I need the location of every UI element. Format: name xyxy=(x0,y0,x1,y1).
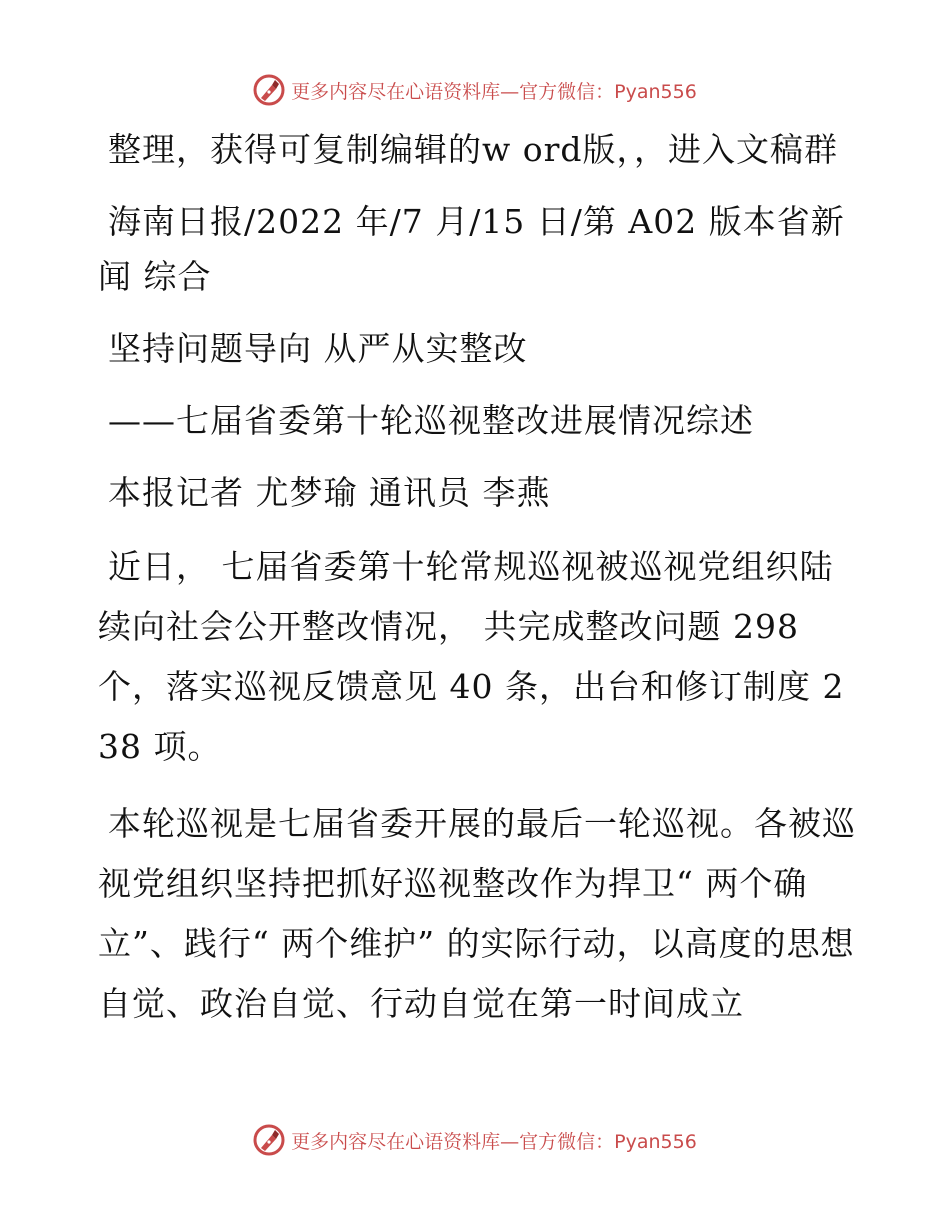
article-subtitle: ——七届省委第十轮巡视整改进展情况综述 xyxy=(108,401,754,440)
footer-watermark xyxy=(0,1120,950,1160)
intro-note: 整理，获得可复制编辑的w ord版，，进入文稿群 xyxy=(108,130,839,169)
header-watermark xyxy=(0,70,950,110)
document-body xyxy=(98,122,858,1051)
pen-nib-logo-icon xyxy=(253,74,285,106)
pen-nib-logo-icon xyxy=(253,1124,285,1156)
watermark-wechat-id: Pyan556 xyxy=(614,1130,697,1153)
watermark-wechat-id: Pyan556 xyxy=(614,80,697,103)
watermark-text: 更多内容尽在心语资料库—官方微信：Pyan556 xyxy=(291,1130,697,1153)
watermark-text: 更多内容尽在心语资料库—官方微信：Pyan556 xyxy=(291,80,697,103)
body-paragraph: 近日， 七届省委第十轮常规巡视被巡视党组织陆续向社会公开整改情况， 共完成整改问题 298 个，落实巡视反馈意见 40 条，出台和修订制度 238 项。 xyxy=(98,547,845,766)
source-line: 海南日报/2022 年/7 月/15 日/第 A02 版本省新闻 综合 xyxy=(98,202,845,296)
body-paragraph: 本轮巡视是七届省委开展的最后一轮巡视。各被巡视党组织坚持把抓好巡视整改作为捍卫“ 两个确立”、践行“ 两个维护” 的实际行动，以高度的思想自觉、政治自觉、行动自觉在第一时间成立 xyxy=(98,804,856,1023)
article-title: 坚持问题导向 从严从实整改 xyxy=(108,329,528,368)
byline: 本报记者 尤梦瑜 通讯员 李燕 xyxy=(108,473,551,512)
